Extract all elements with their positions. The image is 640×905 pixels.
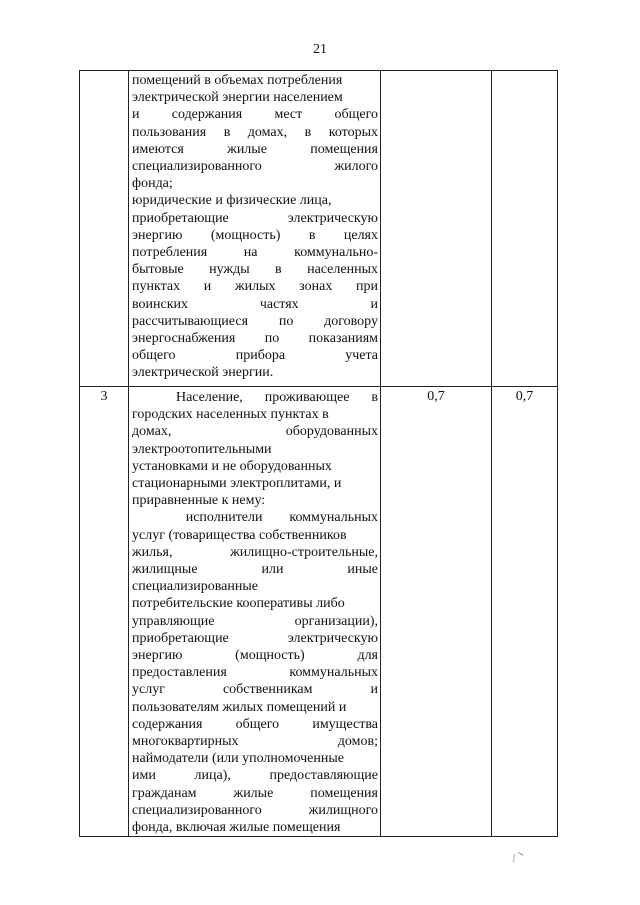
description-line: пользователям жилых помещений и <box>132 699 347 715</box>
pen-mark: / ⸌ <box>510 848 527 866</box>
description-line: фонда; <box>132 176 173 192</box>
description-line: потребительские кооперативы либо <box>132 596 345 612</box>
table-left-border <box>79 70 80 837</box>
description-line: юридические и физические лица, <box>132 193 332 209</box>
description-line: гражданам жилые помещения <box>132 785 378 801</box>
description-line: приобретающие электрическую <box>132 210 378 226</box>
description-line: городских населенных пунктах в <box>132 407 329 423</box>
description-line: приобретающие электрическую <box>132 630 378 646</box>
description-line: имеются жилые помещения <box>132 141 378 157</box>
description-line: исполнители коммунальных <box>132 510 378 526</box>
description-line: электроотопительными <box>132 441 272 457</box>
description-line: бытовые нужды в населенных <box>132 262 378 278</box>
description-line: и содержания мест общего <box>132 107 378 123</box>
description-line: потребления на коммунально- <box>132 245 378 260</box>
description-line: энергоснабжения по показаниям <box>132 331 378 346</box>
description-line: жилищные или иные <box>132 562 378 577</box>
row-number: 3 <box>100 389 108 404</box>
column-separator-1 <box>128 70 129 837</box>
consumer-description <box>132 389 378 835</box>
description-line: электрической энергии населением <box>132 90 343 106</box>
table-right-border <box>557 70 558 837</box>
page-number: 21 <box>313 42 327 57</box>
description-line: электрической энергии. <box>132 365 274 381</box>
description-line: фонда, включая жилые помещения <box>132 820 341 835</box>
description-line: приравненные к нему: <box>132 493 266 509</box>
row-separator <box>79 386 557 387</box>
tariff-value-2: 0,7 <box>515 389 534 404</box>
description-line: специализированные <box>132 579 258 595</box>
description-line: пользования в домах, в которых <box>132 124 378 140</box>
description-line: рассчитывающиеся по договору <box>132 313 378 329</box>
description-line: пунктах и жилых зонах при <box>132 279 378 295</box>
description-line: энергию (мощность) для <box>132 648 378 663</box>
description-line: специализированного жилого <box>132 159 378 174</box>
description-line: содержания общего имущества <box>132 716 378 732</box>
consumer-description <box>132 72 378 384</box>
table-top-border <box>79 70 557 71</box>
description-line: Население, проживающее в <box>132 390 378 405</box>
description-line: стационарными электроплитами, и <box>132 476 342 491</box>
description-line: наймодатели (или уполномоченные <box>132 751 344 767</box>
description-line: услуг собственникам и <box>132 682 378 698</box>
description-line: общего прибора учета <box>132 348 378 364</box>
description-line: воинских частях и <box>132 296 378 312</box>
tariff-value-1: 0,7 <box>427 389 445 404</box>
tariff-table <box>79 70 557 836</box>
description-line: помещений в объемах потребления <box>132 73 343 88</box>
description-line: предоставления коммунальных <box>132 665 378 681</box>
description-line: услуг (товарищества собственников <box>132 527 347 543</box>
column-separator-3 <box>491 70 492 837</box>
description-line: многоквартирных домов; <box>132 734 378 749</box>
description-line: ими лица), предоставляющие <box>132 768 378 784</box>
description-line: энергию (мощность) в целях <box>132 227 378 243</box>
description-line: установками и не оборудованных <box>132 458 332 474</box>
column-separator-2 <box>380 70 381 837</box>
description-line: управляющие организации), <box>132 613 378 629</box>
description-line: жилья, жилищно-строительные, <box>132 544 378 560</box>
description-line: домах, оборудованных <box>132 424 378 440</box>
description-line: специализированного жилищного <box>132 802 378 818</box>
